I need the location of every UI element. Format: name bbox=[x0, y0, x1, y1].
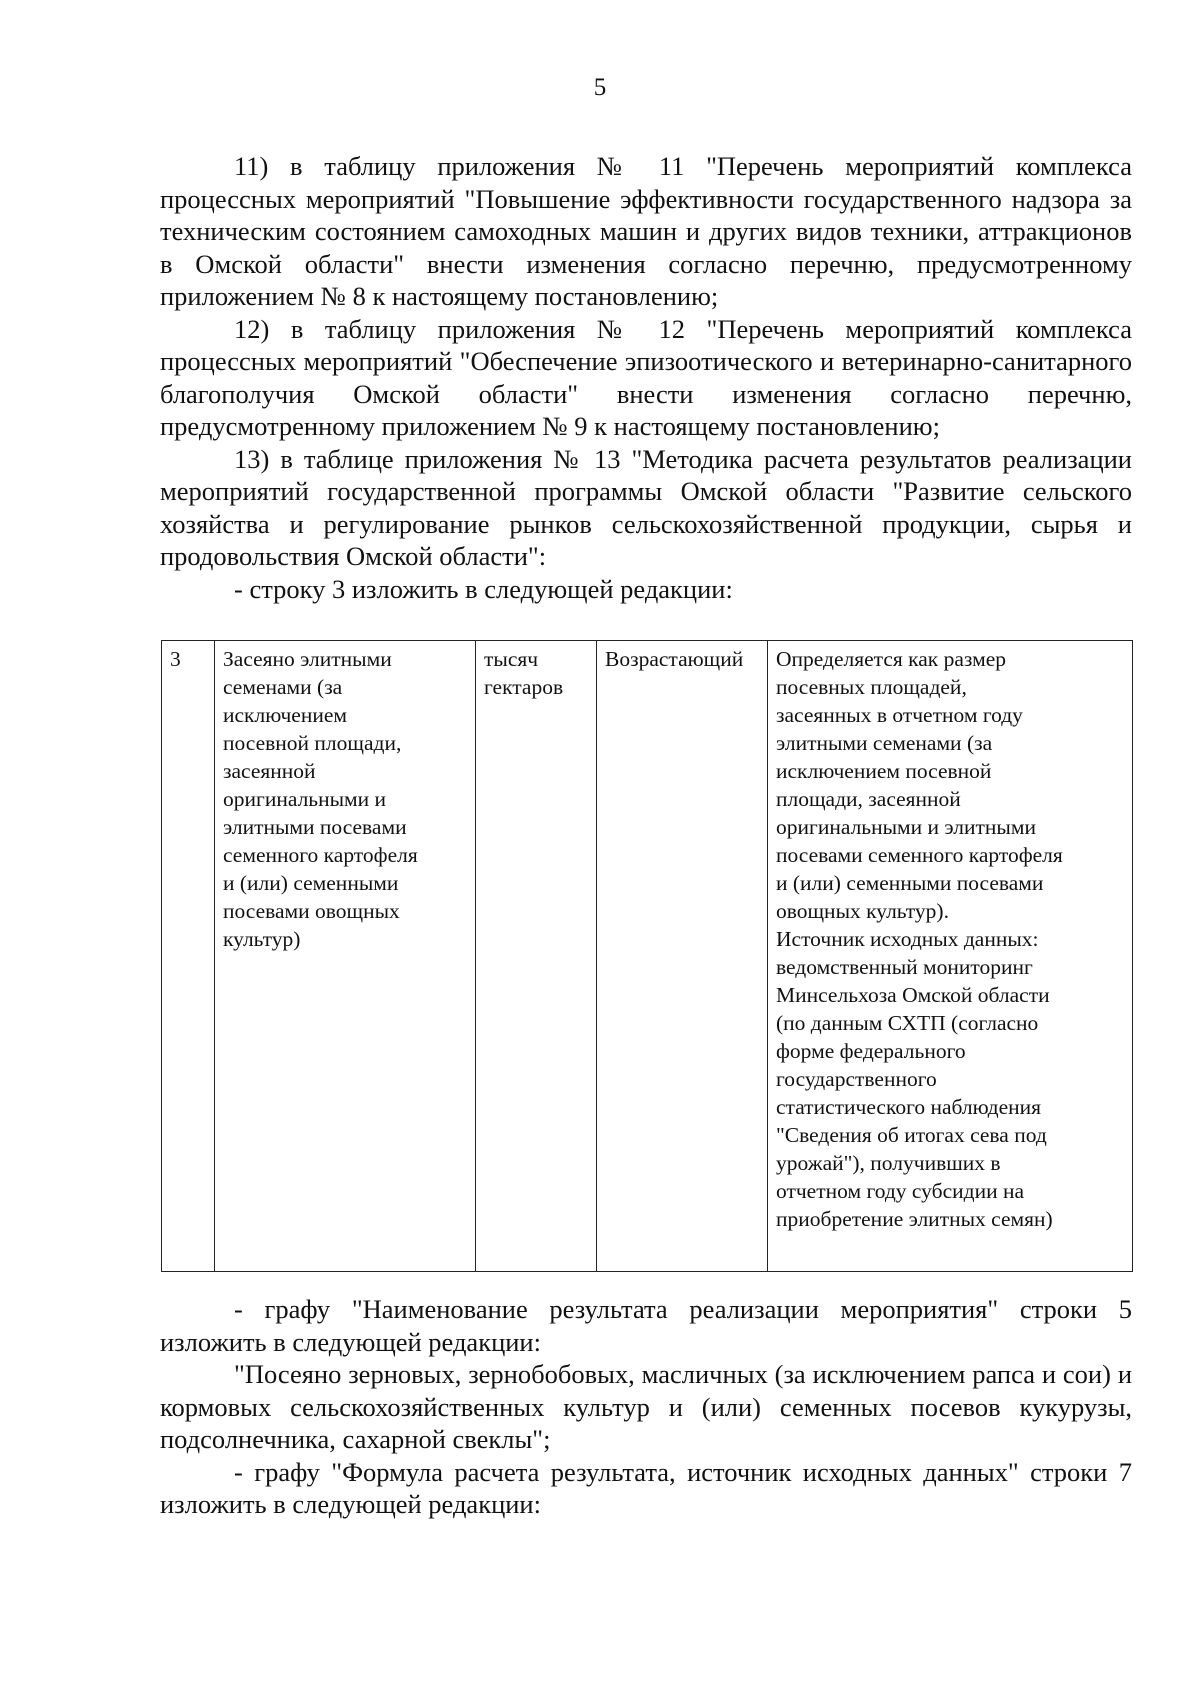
result-name-line: посевной площади, bbox=[223, 731, 402, 755]
method-line: статистического наблюдения bbox=[776, 1095, 1042, 1119]
method-line: засеянных в отчетном году bbox=[776, 703, 1023, 727]
result-name-line: исключением bbox=[223, 703, 347, 727]
method-line: (по данным СХТП (согласно bbox=[776, 1011, 1039, 1035]
method-line: посевных площадей, bbox=[776, 675, 967, 699]
unit-line: гектаров bbox=[484, 675, 564, 699]
method-line: оригинальными и элитными bbox=[776, 815, 1036, 839]
paragraph-row-3-instruction: - строку 3 изложить в следующей редакции: bbox=[234, 573, 733, 604]
method-line: посевами семенного картофеля bbox=[776, 843, 1063, 867]
paragraph-item-13: 13) в таблице приложения № 13 "Методика расчета результатов реализации мероприятий государственной программы Омской области "Развитие сельского хозяйства и регулирование рынков сельскохозяйственной продукции, сырья и продовольствия Омской области": bbox=[160, 443, 1132, 571]
table-row bbox=[162, 641, 1133, 1272]
method-line: государственного bbox=[776, 1067, 937, 1091]
method-line: элитными семенами (за bbox=[776, 731, 993, 755]
method-line: отчетном году субсидии на bbox=[776, 1179, 1025, 1203]
paragraph-row-5-text: "Посеяно зерновых, зернобобовых, масличных (за исключением рапса и сои) и кормовых сельскохозяйственных культур и (или) семенных посевов кукурузы, подсолнечника, сахарной свеклы"; bbox=[160, 1359, 1132, 1454]
paragraph-row-7-instruction: - графу "Формула расчета результата, источник исходных данных" строки 7 изложить в следующей редакции: bbox=[160, 1456, 1132, 1519]
method-line: "Сведения об итогах сева под bbox=[776, 1123, 1047, 1147]
result-name-line: культур) bbox=[223, 927, 301, 951]
result-name-line: семенами (за bbox=[223, 675, 343, 699]
result-name-line: семенного картофеля bbox=[223, 843, 418, 867]
paragraph-item-11: 11) в таблицу приложения № 11 "Перечень мероприятий комплекса процессных мероприятий "Повышение эффективности государственного надзора за техническим состоянием самоходных машин и других видов техники, аттракционов в Омской области" внести изменения согласно перечню, предусмотренному приложением № 8 к настоящему постановлению; bbox=[160, 151, 1132, 311]
page-number: 5 bbox=[593, 74, 607, 101]
unit-line: тысяч bbox=[484, 647, 539, 671]
unit-cell bbox=[476, 641, 597, 1272]
top-text-block bbox=[160, 150, 1132, 605]
method-line: форме федерального bbox=[776, 1039, 966, 1063]
result-name-cell bbox=[215, 641, 476, 1272]
result-name-line: Засеяно элитными bbox=[223, 647, 392, 671]
paragraph-item-12: 12) в таблицу приложения № 12 "Перечень мероприятий комплекса процессных мероприятий "Обеспечение эпизоотического и ветеринарно-санитарного благополучия Омской области" внести изменения согласно перечню, предусмотренному приложением № 9 к настоящему постановлению; bbox=[160, 313, 1132, 441]
result-name-line: и (или) семенными bbox=[223, 871, 399, 895]
bottom-text-block bbox=[160, 1293, 1132, 1521]
trend-line: Возрастающий bbox=[605, 647, 744, 671]
result-name-line: посевами овощных bbox=[223, 899, 400, 923]
method-line: ведомственный мониторинг bbox=[776, 955, 1033, 979]
method-line: и (или) семенными посевами bbox=[776, 871, 1044, 895]
method-line: урожай"), получивших в bbox=[776, 1151, 1001, 1175]
method-line: площади, засеянной bbox=[776, 787, 961, 811]
paragraph-row-5-instruction: - графу "Наименование результата реализации мероприятия" строки 5 изложить в следующей редакции: bbox=[160, 1294, 1132, 1357]
result-name-line: засеянной bbox=[223, 759, 316, 783]
methodology-table bbox=[161, 640, 1133, 1272]
result-name-line: элитными посевами bbox=[223, 815, 407, 839]
method-line: Определяется как размер bbox=[776, 647, 1007, 671]
method-line: Минсельхоза Омской области bbox=[776, 983, 1050, 1007]
trend-cell bbox=[597, 641, 768, 1272]
row-number-cell: 3 bbox=[162, 641, 215, 1272]
method-line: Источник исходных данных: bbox=[776, 927, 1039, 951]
method-line: приобретение элитных семян) bbox=[776, 1207, 1053, 1231]
method-line: овощных культур). bbox=[776, 899, 949, 923]
method-cell bbox=[768, 641, 1133, 1272]
result-name-line: оригинальными и bbox=[223, 787, 387, 811]
method-line: исключением посевной bbox=[776, 759, 992, 783]
